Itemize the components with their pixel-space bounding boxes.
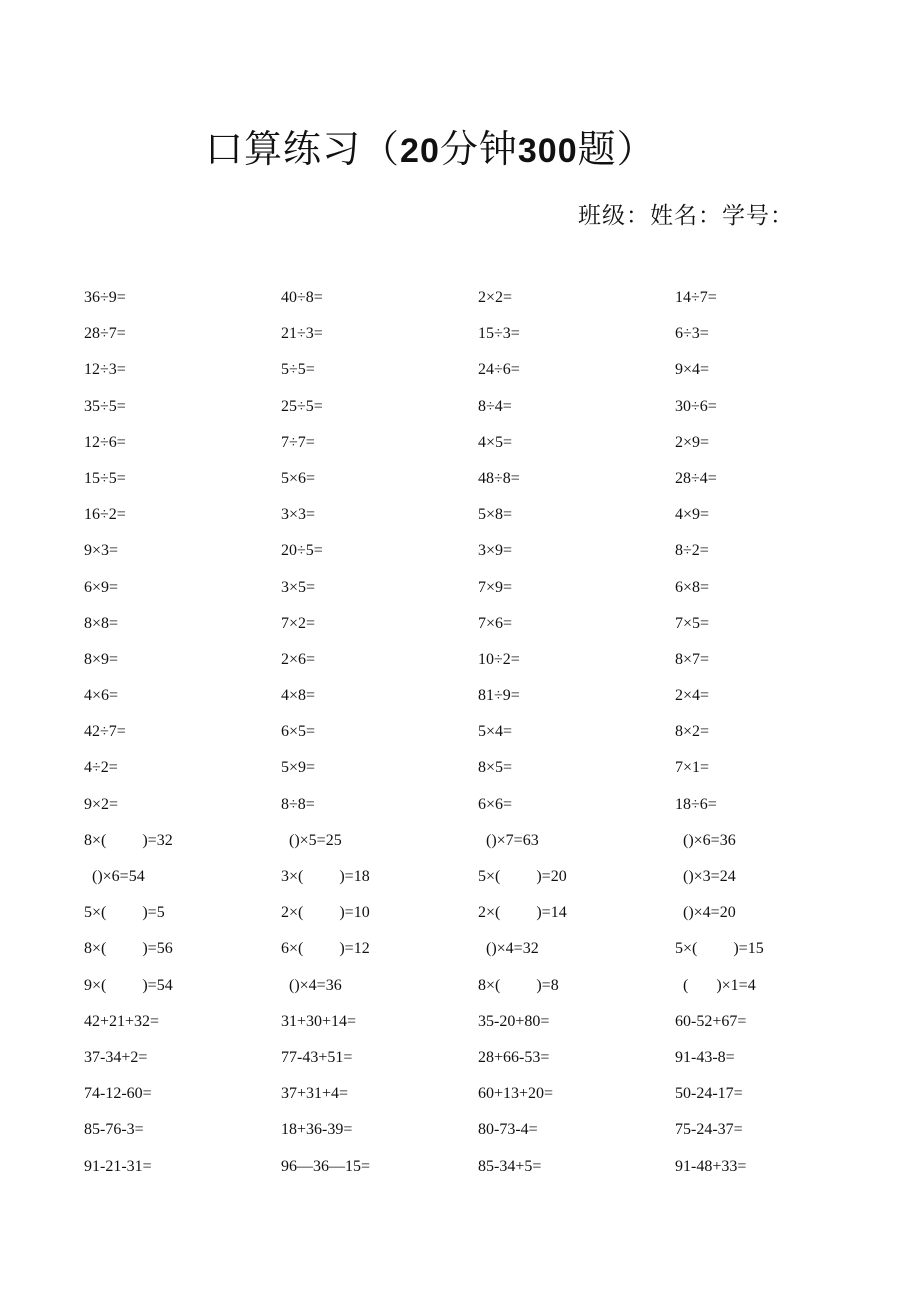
problem-item: 36÷9= <box>84 289 126 306</box>
problem-item: 6×9= <box>84 578 119 596</box>
problem-item: 21÷3= <box>281 325 323 343</box>
problem-item: 12÷3= <box>84 361 126 379</box>
problem-item: 9×4= <box>675 361 710 379</box>
problem-item: 8×2= <box>675 723 710 741</box>
problem-item: 3×9= <box>478 542 513 560</box>
problem-item: 7×6= <box>478 614 513 632</box>
problem-item: 28+66-53= <box>478 1048 550 1066</box>
problem-item: 28÷4= <box>675 469 717 487</box>
problem-item: 4×8= <box>281 687 316 705</box>
problem-item: 8×( )=8 <box>478 976 559 994</box>
problem-item: ()×4=20 <box>675 904 736 922</box>
problem-item: 5×4= <box>478 723 513 741</box>
problem-grid <box>84 280 884 1185</box>
problem-item: 31+30+14= <box>281 1012 357 1030</box>
problem-item: 91-43-8= <box>675 1048 735 1066</box>
problem-item: 80-73-4= <box>478 1121 538 1139</box>
problem-item: 8÷2= <box>675 542 709 560</box>
problem-item: 6×( )=12 <box>281 940 370 958</box>
problem-item: 9×2= <box>84 795 119 813</box>
problem-item: 50-24-17= <box>675 1085 743 1103</box>
page-title <box>205 122 656 179</box>
problem-item: 91-21-31= <box>84 1157 152 1175</box>
problem-item: 85-34+5= <box>478 1157 542 1175</box>
problem-item: 3×5= <box>281 578 316 596</box>
title-minutes-label: 分钟 <box>439 129 518 171</box>
problem-item: 2×4= <box>675 687 710 705</box>
problem-item: 2×( )=14 <box>478 904 567 922</box>
problem-item: 6×6= <box>478 795 513 813</box>
problem-item: 18+36-39= <box>281 1121 353 1139</box>
problem-item: ()×6=54 <box>84 868 145 885</box>
problem-item: 5÷5= <box>281 361 315 379</box>
problem-item: 5×( )=15 <box>675 940 764 958</box>
problem-item: 14÷7= <box>675 289 717 306</box>
problem-item: 8×5= <box>478 759 513 777</box>
problem-item: 4÷2= <box>84 759 118 777</box>
problem-item: 8÷8= <box>281 795 315 813</box>
problem-item: 10÷2= <box>478 650 520 668</box>
problem-item: 15÷3= <box>478 325 520 343</box>
problem-item: 9×3= <box>84 542 119 560</box>
problem-item: 20÷5= <box>281 542 323 560</box>
problem-item: ()×4=36 <box>281 976 342 994</box>
problem-item: 35÷5= <box>84 397 126 415</box>
problem-item: 7×1= <box>675 759 710 777</box>
problem-item: 2×2= <box>478 289 513 306</box>
title-minutes-number: 20 <box>400 132 440 170</box>
title-text: 口算练习 <box>205 129 362 171</box>
problem-item: 74-12-60= <box>84 1085 152 1103</box>
problem-item: 91-48+33= <box>675 1157 747 1175</box>
problem-item: 42÷7= <box>84 723 126 741</box>
problem-item: 15÷5= <box>84 469 126 487</box>
problem-item: 96—36—15= <box>281 1157 371 1175</box>
problem-item: ()×5=25 <box>281 831 342 849</box>
problem-item: 81÷9= <box>478 687 520 705</box>
problem-item: 5×9= <box>281 759 316 777</box>
problem-item: 6÷3= <box>675 325 709 343</box>
problem-item: ()×6=36 <box>675 831 736 849</box>
problem-item: 30÷6= <box>675 397 717 415</box>
problem-item: 37-34+2= <box>84 1048 148 1066</box>
problem-item: 6×8= <box>675 578 710 596</box>
problem-item: 77-43+51= <box>281 1048 353 1066</box>
problem-item: 60+13+20= <box>478 1085 554 1103</box>
problem-item: 16÷2= <box>84 506 126 524</box>
title-count-number: 300 <box>517 132 578 170</box>
problem-item: 6×5= <box>281 723 316 741</box>
problem-item: 7÷7= <box>281 433 315 451</box>
problem-item: 42+21+32= <box>84 1012 160 1030</box>
problem-item: 75-24-37= <box>675 1121 743 1139</box>
problem-item: 8×8= <box>84 614 119 632</box>
problem-item: 9×( )=54 <box>84 976 173 994</box>
student-info-line: 班级：姓名：学号： <box>578 203 794 228</box>
problem-item: 2×9= <box>675 433 710 451</box>
title-paren-open: （ <box>361 129 401 171</box>
problem-item: 7×9= <box>478 578 513 596</box>
problem-item: 12÷6= <box>84 433 126 451</box>
problem-item: 3×( )=18 <box>281 868 370 885</box>
problem-item: ()×7=63 <box>478 831 539 849</box>
problem-item: 28÷7= <box>84 325 126 343</box>
problem-item: 5×6= <box>281 469 316 487</box>
problem-item: 3×3= <box>281 506 316 524</box>
problem-item: 48÷8= <box>478 469 520 487</box>
problem-item: 24÷6= <box>478 361 520 379</box>
problem-item: 18÷6= <box>675 795 717 813</box>
problem-item: 8×7= <box>675 650 710 668</box>
problem-item: ()×4=32 <box>478 940 539 958</box>
problem-item: 35-20+80= <box>478 1012 550 1030</box>
problem-item: 37+31+4= <box>281 1085 349 1103</box>
problem-item: 2×6= <box>281 650 316 668</box>
problem-item: 8×( )=32 <box>84 831 173 849</box>
problem-item: 5×( )=20 <box>478 868 567 885</box>
problem-item: ( )×1=4 <box>675 976 756 994</box>
problem-item: 85-76-3= <box>84 1121 144 1139</box>
problem-item: ()×3=24 <box>675 868 736 885</box>
problem-item: 4×9= <box>675 506 710 524</box>
problem-item: 8×9= <box>84 650 119 668</box>
problem-item: 60-52+67= <box>675 1012 747 1030</box>
problem-item: 4×5= <box>478 433 513 451</box>
problem-item: 25÷5= <box>281 397 323 415</box>
problem-item: 5×( )=5 <box>84 904 165 922</box>
problem-item: 4×6= <box>84 687 119 705</box>
problem-item: 8×( )=56 <box>84 940 173 958</box>
problem-item: 7×5= <box>675 614 710 632</box>
problem-item: 8÷4= <box>478 397 512 415</box>
problem-item: 7×2= <box>281 614 316 632</box>
title-count-label: 题） <box>577 129 656 171</box>
problem-item: 2×( )=10 <box>281 904 370 922</box>
problem-item: 5×8= <box>478 506 513 524</box>
problem-item: 40÷8= <box>281 289 323 306</box>
